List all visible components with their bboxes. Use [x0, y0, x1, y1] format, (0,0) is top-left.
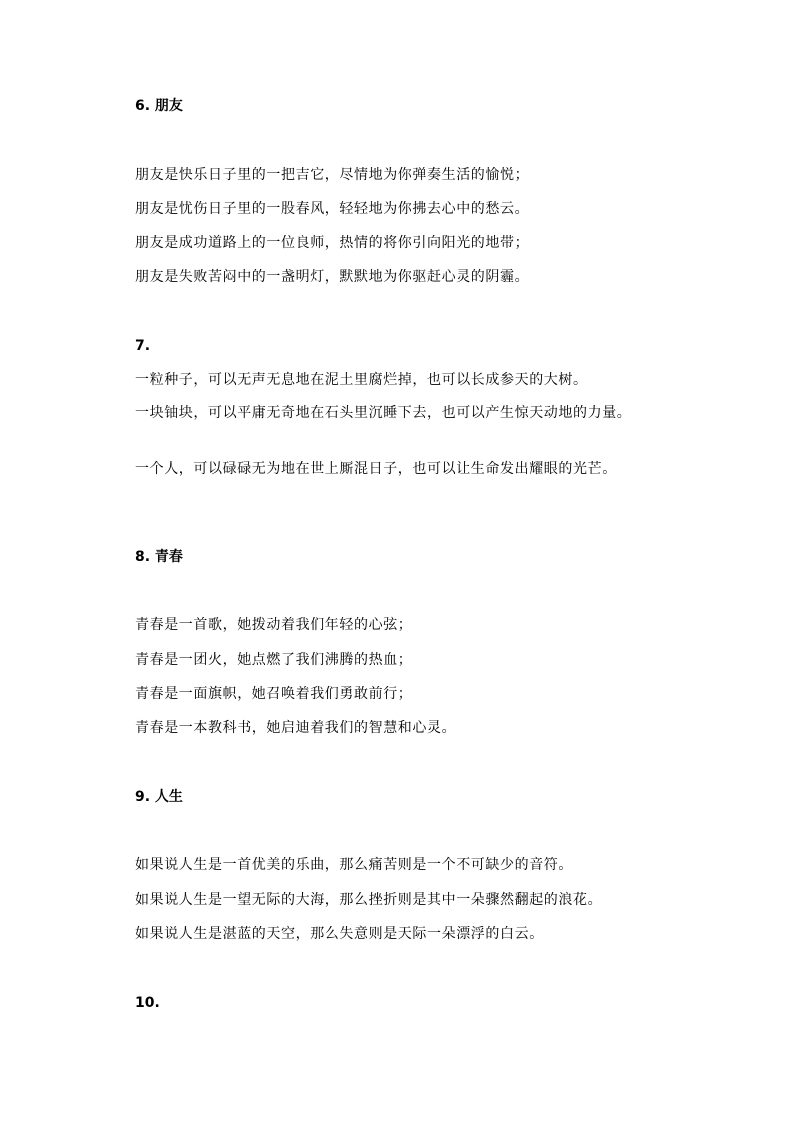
text-line: 如果说人生是湛蓝的天空，那么失意则是天际一朵漂浮的白云。 — [135, 926, 544, 942]
text-line: 青春是一本教科书，她启迪着我们的智慧和心灵。 — [135, 720, 457, 736]
text-line: 一块铀块，可以平庸无奇地在石头里沉睡下去，也可以产生惊天动地的力量。 — [135, 405, 632, 421]
section-heading: 9. 人生 — [135, 789, 183, 805]
text-line: 朋友是快乐日子里的一把吉它，尽情地为你弹奏生活的愉悦； — [135, 167, 530, 183]
text-line: 一个人，可以碌碌无为地在世上厮混日子，也可以让生命发出耀眼的光芒。 — [135, 461, 617, 477]
section-heading: 7. — [135, 338, 151, 354]
text-line: 青春是一团火，她点燃了我们沸腾的热血； — [135, 652, 413, 668]
text-line: 一粒种子，可以无声无息地在泥土里腐烂掉，也可以长成参天的大树。 — [135, 372, 588, 388]
text-line: 朋友是失败苦闷中的一盏明灯，默默地为你驱赶心灵的阴霾。 — [135, 269, 530, 285]
section-heading: 6. 朋友 — [135, 98, 183, 114]
text-line: 青春是一面旗帜，她召唤着我们勇敢前行； — [135, 686, 413, 702]
section-heading: 8. 青春 — [135, 549, 183, 565]
text-line: 朋友是忧伤日子里的一股春风，轻轻地为你拂去心中的愁云。 — [135, 201, 530, 217]
text-line: 如果说人生是一首优美的乐曲，那么痛苦则是一个不可缺少的音符。 — [135, 857, 573, 873]
text-line: 如果说人生是一望无际的大海，那么挫折则是其中一朵骤然翻起的浪花。 — [135, 892, 603, 908]
text-line: 朋友是成功道路上的一位良师，热情的将你引向阳光的地带； — [135, 235, 530, 251]
text-line: 青春是一首歌，她拨动着我们年轻的心弦； — [135, 617, 413, 633]
section-heading: 10. — [135, 995, 160, 1011]
